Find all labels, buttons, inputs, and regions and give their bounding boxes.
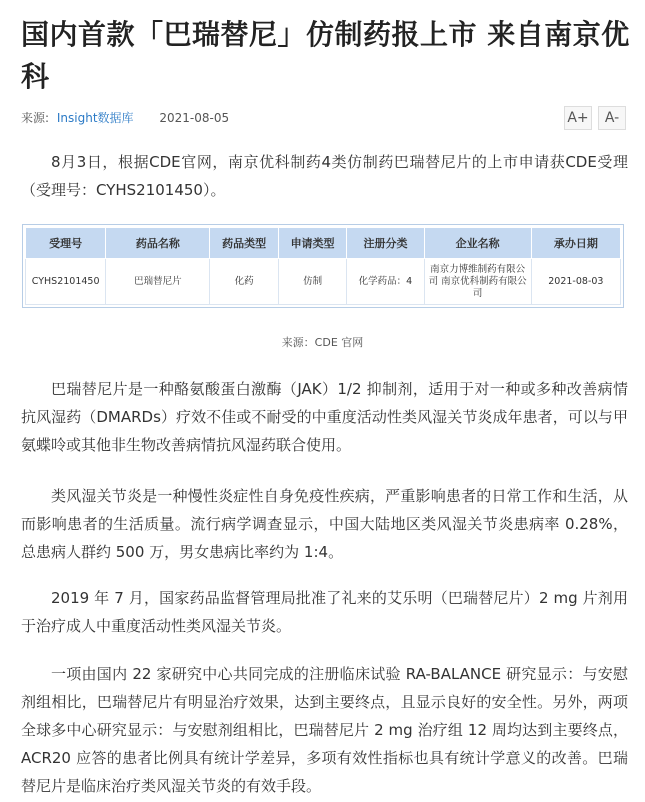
table-cell: 南京力博维制药有限公司 南京优科制药有限公司 [424,259,531,305]
table-cell: 巴瑞替尼片 [106,259,210,305]
table-header-cell: 药品类型 [210,228,278,259]
article-meta [21,106,626,130]
table-cell: 化药 [210,259,278,305]
table-header-cell: 注册分类 [347,228,424,259]
publish-date: 2021-08-05 [159,111,230,125]
paragraph-1: 8月3日，根据CDE官网，南京优科制药4类仿制药巴瑞替尼片的上市申请获CDE受理（受理号：CYHS2101450）。 [21,153,628,199]
source-link[interactable]: Insight数据库 [56,111,134,125]
table-cell: 化学药品：4 [347,259,424,305]
paragraph-3: 类风湿关节炎是一种慢性炎症性自身免疫性疾病，严重影响患者的日常工作和生活，从而影响患者的生活质量。流行病学调查显示，中国大陆地区类风湿关节炎患病率 0.28%，总患病人群约 500 万，男女患病比率约为 1:4。 [21,487,628,561]
source-label: 来源: [21,111,50,125]
table-header-cell: 受理号 [26,228,106,259]
table-cell: 仿制 [278,259,346,305]
font-increase-button[interactable]: A+ [564,106,592,130]
table-cell: 2021-08-03 [531,259,620,305]
font-decrease-button[interactable]: A- [598,106,626,130]
table-header-cell: 承办日期 [531,228,620,259]
acceptance-table [22,224,624,308]
paragraph-5: 一项由国内 22 家研究中心共同完成的注册临床试验 RA-BALANCE 研究显示：与安慰剂组相比，巴瑞替尼片有明显治疗效果，达到主要终点，且显示良好的安全性。另外，两项全球多中心研究显示：与安慰剂组相比，巴瑞替尼片 2 mg 治疗组 12 周均达到主要终点，ACR20 应答的患者比例具有统计学差异，多项有效性指标也具有统计学意义的改善。巴瑞替尼片是临床治疗类风湿关节炎的有效手段。 [21,665,628,795]
article-title: 国内首款「巴瑞替尼」仿制药报上市 来自南京优科 [21,18,630,93]
paragraph-4: 2019 年 7 月，国家药品监督管理局批准了礼来的艾乐明（巴瑞替尼片）2 mg 片剂用于治疗成人中重度活动性类风湿关节炎。 [21,589,628,635]
table-header-cell: 申请类型 [278,228,346,259]
table-cell: CYHS2101450 [26,259,106,305]
table-caption: 来源：CDE 官网 [281,336,364,349]
table-row [26,259,621,305]
table-header-cell: 企业名称 [424,228,531,259]
table-header-cell: 药品名称 [106,228,210,259]
font-size-controls [564,106,626,130]
paragraph-2: 巴瑞替尼片是一种酪氨酸蛋白激酶（JAK）1/2 抑制剂，适用于对一种或多种改善病情抗风湿药（DMARDs）疗效不佳或不耐受的中重度活动性类风湿关节炎成年患者，可以与甲氨蝶呤或其他非生物改善病情抗风湿药联合使用。 [21,380,628,454]
table-header-row [26,228,621,259]
